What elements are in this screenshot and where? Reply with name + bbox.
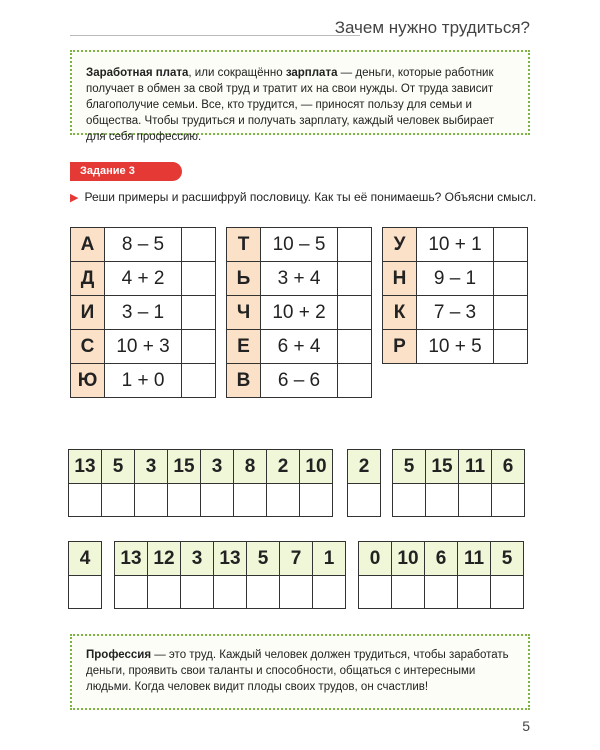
key-row: [71, 262, 216, 296]
key-expression: 6 + 4: [261, 330, 338, 364]
code-number: 15: [426, 450, 459, 484]
key-row: [227, 296, 372, 330]
code-letter-cell[interactable]: [458, 576, 491, 609]
key-letter: И: [71, 296, 105, 330]
answer-cell[interactable]: [494, 330, 528, 364]
code-answer-row: [115, 576, 346, 609]
code-number: 10: [300, 450, 333, 484]
key-table-1: [70, 227, 216, 398]
key-expression: 4 + 2: [105, 262, 182, 296]
code-number: 5: [102, 450, 135, 484]
code-answer-row: [69, 484, 333, 517]
term-profession: Профессия: [86, 649, 152, 661]
code-letter-cell[interactable]: [148, 576, 181, 609]
code-number-row: [359, 542, 524, 576]
code-letter-cell[interactable]: [168, 484, 201, 517]
code-letter-cell[interactable]: [234, 484, 267, 517]
answer-cell[interactable]: [182, 228, 216, 262]
header-rule: [70, 35, 360, 36]
key-row: [71, 296, 216, 330]
key-letter: Р: [383, 330, 417, 364]
code-word-3: [392, 449, 525, 517]
key-expression: 10 + 5: [417, 330, 494, 364]
definition-text: — это труд. Каждый человек должен трудиться, чтобы заработать деньги, проявить свои таланты и способности, общаться с интересными людьми. Когда человек видит плоды своих трудов, он счастлив!: [86, 649, 509, 693]
key-row: [383, 262, 528, 296]
code-letter-cell[interactable]: [69, 484, 102, 517]
key-row: [71, 228, 216, 262]
code-answer-row: [359, 576, 524, 609]
code-letter-cell[interactable]: [425, 576, 458, 609]
answer-cell[interactable]: [182, 364, 216, 398]
key-expression: 3 + 4: [261, 262, 338, 296]
code-word-4: [68, 541, 102, 609]
code-number: 11: [459, 450, 492, 484]
key-expression: 10 + 2: [261, 296, 338, 330]
code-letter-cell[interactable]: [491, 576, 524, 609]
code-number: 7: [280, 542, 313, 576]
definition-box-profession: [70, 634, 530, 710]
answer-cell[interactable]: [182, 296, 216, 330]
term-salary-short: зарплата: [285, 67, 338, 79]
code-letter-cell[interactable]: [201, 484, 234, 517]
code-number: 1: [313, 542, 346, 576]
code-letter-cell[interactable]: [267, 484, 300, 517]
task-instruction: [70, 190, 536, 204]
key-letter: Т: [227, 228, 261, 262]
answer-cell[interactable]: [338, 296, 372, 330]
code-number: 5: [491, 542, 524, 576]
code-letter-cell[interactable]: [181, 576, 214, 609]
definition-text: — деньги, которые работник получает в обмен за свой труд и тратит их на свои нужды. От труда зависит благополучие семьи. Все, кто трудится, — приносят пользу для семьи и общества. Чтобы трудиться и получать зарплату, каждый человек выбирает для себя профессию.: [86, 67, 495, 143]
code-number: 8: [234, 450, 267, 484]
code-letter-cell[interactable]: [135, 484, 168, 517]
key-letter: Н: [383, 262, 417, 296]
code-letter-cell[interactable]: [393, 484, 426, 517]
code-number: 13: [69, 450, 102, 484]
code-letter-cell[interactable]: [426, 484, 459, 517]
key-letter: Д: [71, 262, 105, 296]
triangle-bullet-icon: ▶: [70, 192, 79, 204]
key-letter: К: [383, 296, 417, 330]
code-number: 6: [425, 542, 458, 576]
key-expression: 7 – 3: [417, 296, 494, 330]
key-row: [227, 262, 372, 296]
key-letter: С: [71, 330, 105, 364]
code-number-row: [69, 542, 102, 576]
key-letter: В: [227, 364, 261, 398]
answer-cell[interactable]: [338, 262, 372, 296]
key-row: [383, 330, 528, 364]
code-letter-cell[interactable]: [348, 484, 381, 517]
code-letter-cell[interactable]: [492, 484, 525, 517]
code-letter-cell[interactable]: [300, 484, 333, 517]
code-number: 6: [492, 450, 525, 484]
code-number: 13: [115, 542, 148, 576]
key-row: [383, 296, 528, 330]
code-letter-cell[interactable]: [247, 576, 280, 609]
code-letter-cell[interactable]: [214, 576, 247, 609]
key-expression: 3 – 1: [105, 296, 182, 330]
key-expression: 10 + 3: [105, 330, 182, 364]
code-number: 4: [69, 542, 102, 576]
code-number: 2: [348, 450, 381, 484]
key-row: [71, 364, 216, 398]
answer-cell[interactable]: [182, 262, 216, 296]
code-number: 11: [458, 542, 491, 576]
key-expression: 9 – 1: [417, 262, 494, 296]
key-expression: 6 – 6: [261, 364, 338, 398]
key-expression: 10 – 5: [261, 228, 338, 262]
code-number-row: [69, 450, 333, 484]
answer-cell[interactable]: [494, 228, 528, 262]
answer-cell[interactable]: [338, 228, 372, 262]
code-letter-cell[interactable]: [69, 576, 102, 609]
definition-text: , или сокращённо: [188, 67, 286, 79]
code-word-2: [347, 449, 381, 517]
key-row: [227, 228, 372, 262]
code-word-1: [68, 449, 333, 517]
page-number: 5: [522, 718, 530, 734]
code-number: 12: [148, 542, 181, 576]
key-table-2: [226, 227, 372, 398]
key-expression: 8 – 5: [105, 228, 182, 262]
key-letter: У: [383, 228, 417, 262]
key-row: [227, 330, 372, 364]
key-expression: 10 + 1: [417, 228, 494, 262]
key-letter: Ь: [227, 262, 261, 296]
code-number: 0: [359, 542, 392, 576]
answer-cell[interactable]: [338, 330, 372, 364]
code-word-5: [114, 541, 346, 609]
code-number: 10: [392, 542, 425, 576]
code-letter-cell[interactable]: [459, 484, 492, 517]
code-answer-row: [348, 484, 381, 517]
key-letter: А: [71, 228, 105, 262]
code-answer-row: [69, 576, 102, 609]
code-number: 3: [201, 450, 234, 484]
code-letter-cell[interactable]: [392, 576, 425, 609]
instruction-text: Реши примеры и расшифруй пословицу. Как ты её понимаешь? Объясни смысл.: [84, 190, 537, 204]
key-row: [71, 330, 216, 364]
code-letter-cell[interactable]: [313, 576, 346, 609]
key-letter: Ю: [71, 364, 105, 398]
key-expression: 1 + 0: [105, 364, 182, 398]
key-letter: Ч: [227, 296, 261, 330]
code-number: 3: [135, 450, 168, 484]
code-letter-cell[interactable]: [280, 576, 313, 609]
key-row: [383, 228, 528, 262]
code-number: 2: [267, 450, 300, 484]
page-title: Зачем нужно трудиться?: [334, 18, 530, 37]
answer-cell[interactable]: [494, 262, 528, 296]
answer-cell[interactable]: [182, 330, 216, 364]
code-number-row: [348, 450, 381, 484]
code-answer-row: [393, 484, 525, 517]
code-letter-cell[interactable]: [115, 576, 148, 609]
term-salary: Заработная плата: [86, 67, 189, 79]
answer-cell[interactable]: [494, 296, 528, 330]
key-row: [227, 364, 372, 398]
code-number: 5: [393, 450, 426, 484]
key-letter: Е: [227, 330, 261, 364]
code-number-row: [115, 542, 346, 576]
code-word-6: [358, 541, 524, 609]
definition-box-salary: [70, 50, 530, 143]
code-number: 3: [181, 542, 214, 576]
task-badge: Задание 3: [70, 162, 182, 181]
answer-cell[interactable]: [338, 364, 372, 398]
code-number-row: [393, 450, 525, 484]
key-table-3: [382, 227, 528, 364]
code-letter-cell[interactable]: [359, 576, 392, 609]
code-number: 15: [168, 450, 201, 484]
code-number: 5: [247, 542, 280, 576]
code-number: 13: [214, 542, 247, 576]
code-letter-cell[interactable]: [102, 484, 135, 517]
